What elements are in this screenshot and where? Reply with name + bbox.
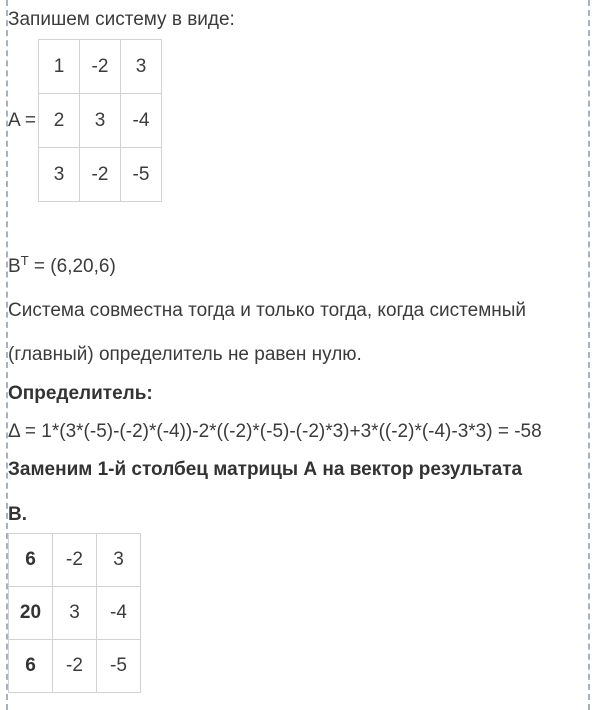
b-transpose-text [8,254,580,281]
matrix-cell: 3 [80,94,121,148]
b-transpose-base: B [8,256,21,277]
matrix-cell: -2 [53,640,97,693]
matrix-a-row [39,148,162,202]
replace-heading [8,447,580,537]
matrix-cell: 3 [39,148,80,202]
table-gridline-right [588,0,590,710]
matrix-a-row [39,40,162,94]
matrix-a-row [39,94,162,148]
b-transpose-sup: T [20,253,29,268]
matrix-cell: -5 [97,640,141,693]
matrix-cell: 6 [9,534,53,587]
matrix-cell: -4 [121,94,162,148]
matrix-cell: -2 [80,40,121,94]
matrix-a-block [8,39,580,202]
consistency-line1: Система совместна тогда и только тогда, когда системный [8,300,527,321]
intro-text: Запишем систему в виде: [8,9,235,30]
matrix-b-row [9,640,141,693]
matrix-cell: 3 [97,534,141,587]
matrix-cell: 3 [121,40,162,94]
matrix-cell: 6 [9,640,53,693]
replace-heading-line1: Заменим 1-й столбец матрицы А на вектор результата [8,459,523,480]
matrix-cell: -4 [97,587,141,640]
matrix-a-label: A = [8,109,36,131]
matrix-cell: -2 [53,534,97,587]
matrix-b-table [8,533,141,693]
matrix-cell: -5 [121,148,162,202]
matrix-cell: 20 [9,587,53,640]
matrix-cell: 3 [53,587,97,640]
matrix-cell: 2 [39,94,80,148]
matrix-b-row [9,587,141,640]
matrix-b-row [9,534,141,587]
matrix-a-table [38,39,162,202]
consistency-line2: (главный) определитель не равен нулю. [8,344,362,365]
consistency-text [8,289,580,377]
matrix-cell: -2 [80,148,121,202]
b-transpose-values: = (6,20,6) [28,256,116,277]
solution-content [8,0,580,693]
matrix-cell: 1 [39,40,80,94]
determinant-heading: Определитель: [8,383,153,404]
replace-heading-line2: В. [8,504,27,525]
determinant-formula: Δ = 1*(3*(-5)-(-2)*(-4))-2*((-2)*(-5)-(-2)*3)+3*((-2)*(-4)-3*3) = -58 [8,421,542,442]
